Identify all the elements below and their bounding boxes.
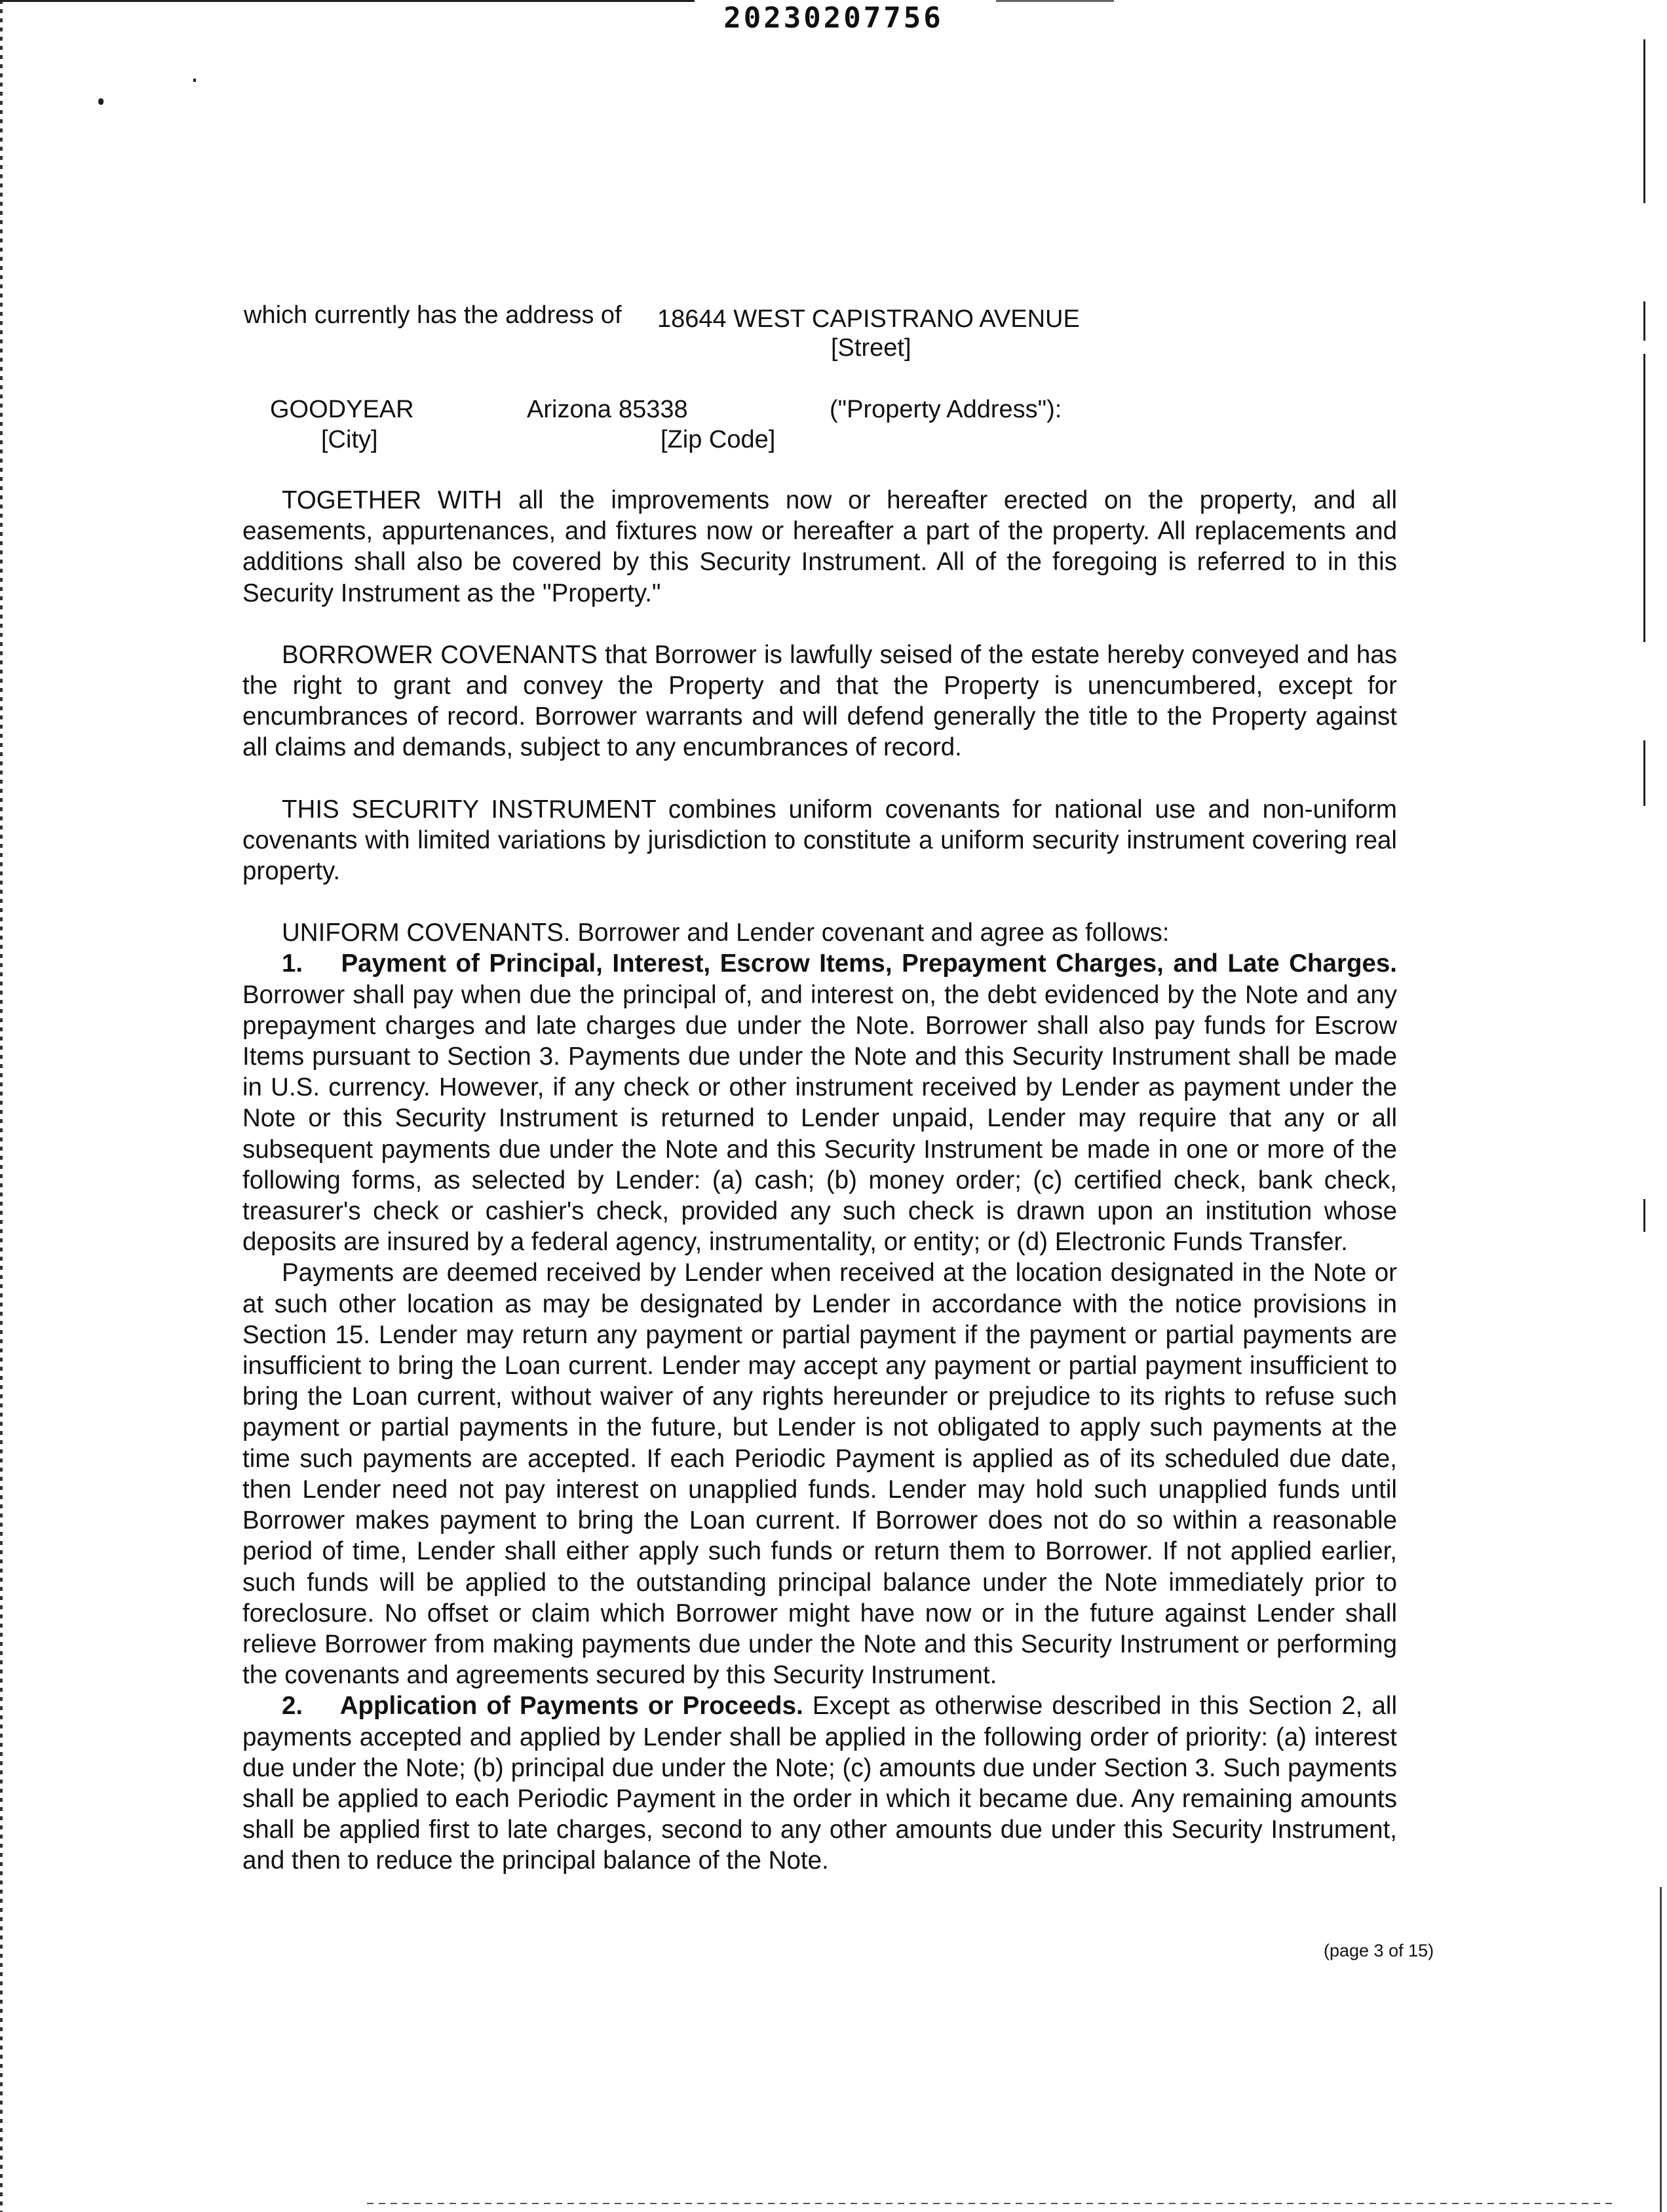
document-body — [242, 485, 1397, 1877]
section-1-text: Borrower shall pay when due the principal of, and interest on, the debt evidenced by the Note and any prepayment charges and late charges due under the Note. Borrower shall also pay funds for Escrow Items pursuant to Section 3. Payments due under the Note and this Security Instrument shall be made in U.S. currency. However, if any check or other instrument received by Lender as payment under the Note or this Security Instrument is returned to Lender unpaid, Lender may require that any or all subsequent payments due under the Note and this Security Instrument be made in one or more of the following forms, as selected by Lender: (a) cash; (b) money order; (c) certified check, bank check, treasurer's check or cashier's check, provided any such check is drawn upon an institution whose deposits are insured by a federal agency, instrumentality, or entity; or (d) Electronic Funds Transfer. — [242, 980, 1397, 1257]
page-indicator: (page 3 of 15) — [1324, 1941, 1434, 1960]
address-intro: which currently has the address of — [244, 301, 622, 329]
recording-number: 20230207756 — [723, 1, 944, 35]
section-2-paragraph — [242, 1690, 1397, 1876]
section-2-text: Except as otherwise described in this Section 2, all payments accepted and applied by Lender shall be applied in the following order of priority: (a) interest due under the Note; (b) principal due under the Note; (c) amounts due under Section 3. Such payments shall be applied to each Periodic Payment in the order in which it became due. Any remaining amounts shall be applied first to late charges, second to any other amounts due under this Security Instrument, and then to reduce the principal balance of the Note. — [242, 1692, 1398, 1875]
section-2-number: 2. — [282, 1692, 303, 1721]
scan-edge-right — [1660, 1887, 1662, 2212]
state-value: Arizona — [527, 396, 611, 423]
uniform-covenants-intro: UNIFORM COVENANTS. Borrower and Lender covenant and agree as follows: — [282, 919, 1170, 947]
property-address-label: ("Property Address"): — [830, 396, 1062, 423]
scan-edge-bottom — [367, 2203, 1612, 2204]
scan-mark — [1643, 354, 1645, 642]
street-value: 18644 WEST CAPISTRANO AVENUE — [657, 305, 1080, 333]
section-1-title: Payment of Principal, Interest, Escrow Items, Prepayment Charges, and Late Charges. — [341, 949, 1397, 978]
borrower-covenants-paragraph: BORROWER COVENANTS that Borrower is lawfully seised of the estate hereby conveyed and has the right to grant and convey the Property and that the Property is unencumbered, except for encumbrances of record. Borrower warrants and will defend generally the title to the Property against all claims and demands, subject to any encumbrances of record. — [242, 640, 1397, 762]
scan-mark — [1643, 1199, 1645, 1232]
scan-mark — [1643, 740, 1645, 806]
zip-label: [Zip Code] — [661, 426, 776, 453]
section-1-payments-paragraph: Payments are deemed received by Lender when received at the location designated in the Note or at such other location as may be designated by Lender in accordance with the notice provisions in Section 15. Lender may return any payment or partial payment if the payment or partial payments are insufficient to bring the Loan current. Lender may accept any payment or partial payment insufficient to bring the Loan current, without waiver of any rights hereunder or prejudice to its rights to refuse such payment or partial payments in the future, but Lender is not obligated to apply such payments at the time such payments are accepted. If each Periodic Payment is applied as of its scheduled due date, then Lender need not pay interest on unapplied funds. Lender may hold such unapplied funds until Borrower makes payment to bring the Loan current. If Borrower does not do so within a reasonable period of time, Lender shall either apply such funds or return them to Borrower. If not applied earlier, such funds will be applied to the outstanding principal balance under the Note immediately prior to foreclosure. No offset or claim which Borrower might have now or in the future against Lender shall relieve Borrower from making payments due under the Note and this Security Instrument or performing the covenants and agreements secured by this Security Instrument. — [242, 1259, 1397, 1690]
security-instrument-paragraph: THIS SECURITY INSTRUMENT combines uniform covenants for national use and non-uniform covenants with limited variations by jurisdiction to constitute a uniform security instrument covering real property. — [242, 795, 1397, 886]
scan-mark — [1643, 39, 1645, 203]
street-label: [Street] — [831, 334, 911, 362]
scan-speck — [193, 79, 196, 82]
city-label: [City] — [321, 426, 378, 453]
section-2-title: Application of Payments or Proceeds. — [339, 1692, 803, 1721]
scan-speck — [98, 98, 104, 105]
together-with-paragraph: TOGETHER WITH all the improvements now or hereafter erected on the property, and all easements, appurtenances, and fixtures now or hereafter a part of the property. All replacements and additions shall also be covered by this Security Instrument. All of the foregoing is referred to in this Security Instrument as the "Property." — [242, 486, 1397, 607]
city-value: GOODYEAR — [270, 396, 414, 423]
section-1-paragraph — [242, 948, 1397, 1257]
section-1-number: 1. — [282, 949, 303, 978]
zip-value: 85338 — [619, 396, 688, 423]
scan-edge-left — [0, 0, 3, 2212]
scan-mark — [1643, 301, 1645, 341]
